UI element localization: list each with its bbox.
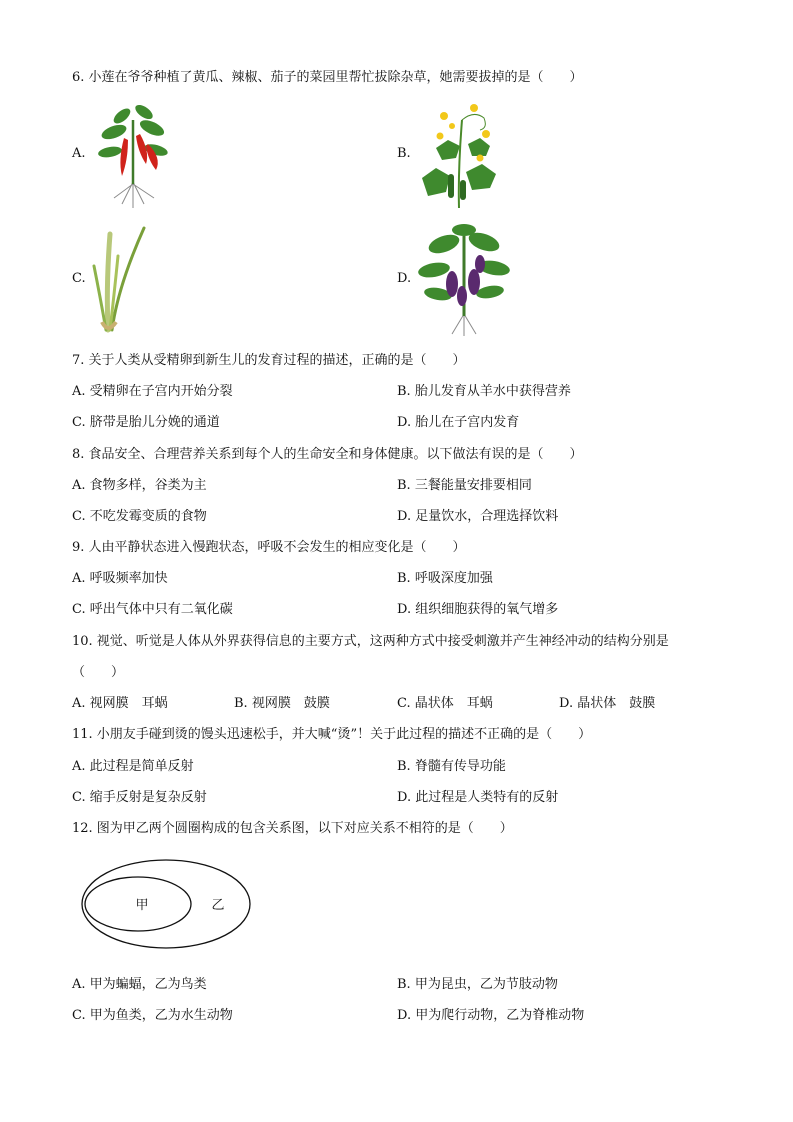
q9-option-d[interactable]: D. 组织细胞获得的氧气增多 (397, 602, 559, 617)
question-9-stem: 9. 人由平静状态进入慢跑状态，呼吸不会发生的相应变化是（ ） (72, 540, 466, 555)
question-12-stem: 12. 图为甲乙两个圆圈构成的包含关系图，以下对应关系不相符的是（ ） (72, 821, 513, 836)
question-10-stem-bracket: （ ） (72, 665, 125, 680)
q8-option-d[interactable]: D. 足量饮水，合理选择饮料 (397, 509, 559, 524)
q7-option-c[interactable]: C. 脐带是胎儿分娩的通道 (72, 415, 220, 430)
q9-option-b[interactable]: B. 呼吸深度加强 (397, 571, 493, 586)
q7-option-b[interactable]: B. 胎儿发育从羊水中获得营养 (397, 384, 571, 399)
outer-circle-yi (82, 860, 250, 948)
q6-option-c[interactable]: C. (72, 271, 86, 286)
q8-option-a[interactable]: A. 食物多样，谷类为主 (72, 478, 207, 493)
question-11-stem: 11. 小朋友手碰到烫的馒头迅速松手，并大喊“烫”！关于此过程的描述不正确的是（ ） (72, 727, 592, 742)
q7-option-a[interactable]: A. 受精卵在子宫内开始分裂 (72, 384, 233, 399)
q11-option-a[interactable]: A. 此过程是简单反射 (72, 759, 194, 774)
eggplant-plant-image (416, 222, 512, 338)
q10-option-b[interactable]: B. 视网膜 鼓膜 (234, 696, 330, 711)
q12-option-b[interactable]: B. 甲为昆虫，乙为节肢动物 (397, 977, 558, 992)
inclusion-diagram (80, 858, 252, 950)
q10-option-d[interactable]: D. 晶状体 鼓膜 (559, 696, 656, 711)
q6-option-a[interactable]: A. (72, 146, 86, 161)
pepper-plant-image (92, 100, 174, 210)
q6-option-b[interactable]: B. (397, 146, 411, 161)
question-10-stem: 10. 视觉、听觉是人体从外界获得信息的主要方式，这两种方式中接受刺激并产生神经冲动的结构分别是 (72, 634, 669, 649)
outer-label: 乙 (211, 898, 225, 913)
q7-option-d[interactable]: D. 胎儿在子宫内发育 (397, 415, 520, 430)
inner-label: 甲 (135, 898, 149, 913)
q10-option-a[interactable]: A. 视网膜 耳蜗 (72, 696, 168, 711)
q12-option-d[interactable]: D. 甲为爬行动物，乙为脊椎动物 (397, 1008, 585, 1023)
q9-option-c[interactable]: C. 呼出气体中只有二氧化碳 (72, 602, 233, 617)
q11-option-b[interactable]: B. 脊髓有传导功能 (397, 759, 506, 774)
q6-option-d[interactable]: D. (397, 271, 412, 286)
q8-option-b[interactable]: B. 三餐能量安排要相同 (397, 478, 532, 493)
q11-option-c[interactable]: C. 缩手反射是复杂反射 (72, 790, 207, 805)
q10-option-c[interactable]: C. 晶状体 耳蜗 (397, 696, 493, 711)
cucumber-plant-image (414, 100, 504, 210)
q8-option-c[interactable]: C. 不吃发霉变质的食物 (72, 509, 207, 524)
question-7-stem: 7. 关于人类从受精卵到新生儿的发育过程的描述，正确的是（ ） (72, 353, 466, 368)
q12-option-c[interactable]: C. 甲为鱼类，乙为水生动物 (72, 1008, 233, 1023)
grass-weed-image (88, 226, 148, 334)
q9-option-a[interactable]: A. 呼吸频率加快 (72, 571, 168, 586)
q11-option-d[interactable]: D. 此过程是人类特有的反射 (397, 790, 559, 805)
question-8-stem: 8. 食品安全、合理营养关系到每个人的生命安全和身体健康。以下做法有误的是（ ） (72, 447, 583, 462)
question-6-stem: 6. 小莲在爷爷种植了黄瓜、辣椒、茄子的菜园里帮忙拔除杂草，她需要拔掉的是（ ） (72, 70, 583, 85)
q12-option-a[interactable]: A. 甲为蝙蝠，乙为鸟类 (72, 977, 207, 992)
